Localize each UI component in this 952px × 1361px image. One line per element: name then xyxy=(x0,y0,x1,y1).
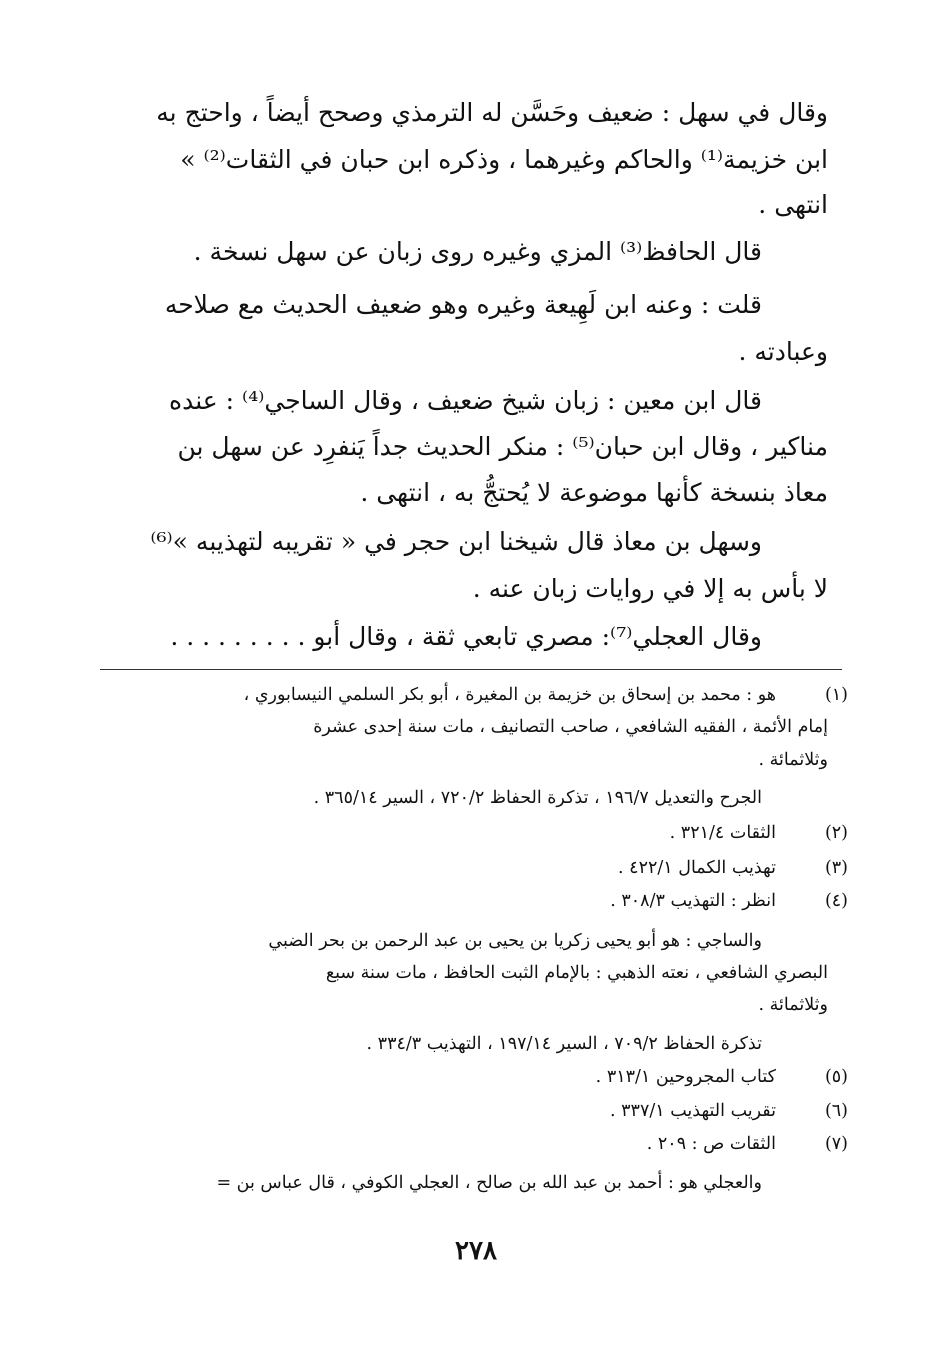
footnote-4-line-4: وثلاثمائة . xyxy=(758,995,828,1015)
footnote-separator xyxy=(100,669,842,670)
main-line-8: مناكير ، وقال ابن حبان⁽⁵⁾ : منكر الحديث جداً يَنفرِد عن سهل بن xyxy=(177,432,828,461)
main-line-12: وقال العجلي⁽⁷⁾: مصري تابعي ثقة ، وقال أبو . . . . . . . . . xyxy=(170,622,762,651)
main-line-10: وسهل بن معاذ قال شيخنا ابن حجر في « تقريبه لتهذيبه »⁽⁶⁾ xyxy=(150,527,762,556)
main-line-5: قلت : وعنه ابن لَهِيعة وغيره وهو ضعيف الحديث مع صلاحه xyxy=(164,290,762,319)
footnote-1-number: (١) xyxy=(824,685,848,705)
footnote-4-number: (٤) xyxy=(824,891,848,911)
page-number: ٢٧٨ xyxy=(455,1236,497,1266)
footnote-1-line-2: إمام الأئمة ، الفقيه الشافعي ، صاحب التصانيف ، مات سنة إحدى عشرة xyxy=(313,717,828,737)
footnote-1-line-1: هو : محمد بن إسحاق بن خزيمة بن المغيرة ، أبو بكر السلمي النيسابوري ، xyxy=(243,685,776,705)
main-line-6: وعبادته . xyxy=(738,337,828,366)
footnote-7-line-2: والعجلي هو : أحمد بن عبد الله بن صالح ، العجلي الكوفي ، قال عباس بن = xyxy=(216,1173,762,1193)
footnote-4-line-1: انظر : التهذيب ٣٠٨/٣ . xyxy=(610,891,776,911)
main-line-1: وقال في سهل : ضعيف وحَسَّن له الترمذي وصحح أيضاً ، واحتج به xyxy=(156,98,828,127)
footnote-6-text: تقريب التهذيب ٣٣٧/١ . xyxy=(610,1101,776,1121)
footnote-4-line-2: والساجي : هو أبو يحيى زكريا بن يحيى بن عبد الرحمن بن بحر الضبي xyxy=(268,931,762,951)
footnote-6-number: (٦) xyxy=(824,1101,848,1121)
footnote-5-number: (٥) xyxy=(824,1067,848,1087)
footnote-4-line-3: البصري الشافعي ، نعته الذهبي : بالإمام الثبت الحافظ ، مات سنة سبع xyxy=(325,963,828,983)
main-line-3: انتهى . xyxy=(758,190,828,219)
footnote-2-text: الثقات ٣٢١/٤ . xyxy=(669,823,776,843)
main-line-9: معاذ بنسخة كأنها موضوعة لا يُحتجُّ به ، انتهى . xyxy=(360,478,828,507)
main-line-4: قال الحافظ⁽³⁾ المزي وغيره روى زبان عن سهل نسخة . xyxy=(193,237,762,266)
footnote-1-line-4: الجرح والتعديل ١٩٦/٧ ، تذكرة الحفاظ ٧٢٠/٢ ، السير ٣٦٥/١٤ . xyxy=(313,788,762,808)
main-line-11: لا بأس به إلا في روايات زبان عنه . xyxy=(472,574,828,603)
footnote-4-line-5: تذكرة الحفاظ ٧٠٩/٢ ، السير ١٩٧/١٤ ، التهذيب ٣٣٤/٣ . xyxy=(366,1034,762,1054)
main-line-2: ابن خزيمة⁽¹⁾ والحاكم وغيرهما ، وذكره ابن حبان في الثقات⁽²⁾ » xyxy=(180,145,828,174)
footnote-2-number: (٢) xyxy=(824,823,848,843)
footnote-5-text: كتاب المجروحين ٣١٣/١ . xyxy=(595,1067,776,1087)
footnote-1-line-3: وثلاثمائة . xyxy=(758,750,828,770)
footnote-7-number: (٧) xyxy=(824,1134,848,1154)
footnote-3-text: تهذيب الكمال ٤٢٢/١ . xyxy=(618,858,776,878)
main-line-7: قال ابن معين : زبان شيخ ضعيف ، وقال الساجي⁽⁴⁾ : عنده xyxy=(169,386,762,415)
footnote-3-number: (٣) xyxy=(824,858,848,878)
footnote-7-text: الثقات ص : ٢٠٩ . xyxy=(646,1134,776,1154)
